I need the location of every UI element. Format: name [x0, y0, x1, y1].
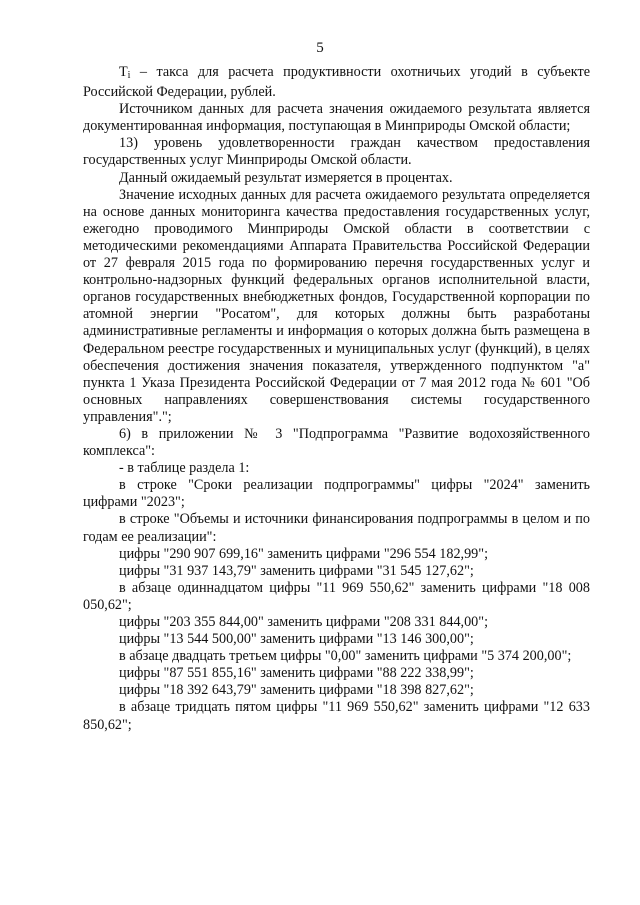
- document-body: [83, 64, 590, 734]
- paragraph-change-4: цифры "203 355 844,00" заменить цифрами "208 331 844,00";: [119, 614, 489, 630]
- paragraph-item-6: 6) в приложении № 3 "Подпрограмма "Развитие водохозяйственного комплекса":: [83, 425, 590, 460]
- page-number: 5: [316, 40, 324, 56]
- paragraph-change-6: в абзаце двадцать третьем цифры "0,00" заменить цифрами "5 374 200,00";: [119, 648, 572, 665]
- paragraph-change-7: цифры "87 551 855,16" заменить цифрами "88 222 338,99";: [119, 665, 474, 682]
- paragraph-measure: Данный ожидаемый результат измеряется в процентах.: [119, 169, 453, 186]
- paragraph-change-2: цифры "31 937 143,79" заменить цифрами "31 545 127,62";: [119, 562, 474, 579]
- paragraph-item-13: 13) уровень удовлетворенности граждан качеством предоставления государственных услуг Минприроды Омской области.: [83, 135, 590, 169]
- paragraph-change-3: в абзаце одиннадцатом цифры "11 969 550,62" заменить цифрами "18 008 050,62";: [83, 579, 590, 613]
- ti-symbol: T: [119, 64, 128, 80]
- paragraph-source-values: Значение исходных данных для расчета ожидаемого результата определяется на основе данных мониторинга качества предоставления государственных услуг, ежегодно проводимого Минприроды Омской области в соответствии с методическими рекомендациями Аппарата Правительства Российской Федерации от 27 февраля 2015 года по формированию перечня государственных услуг и контрольно-надзорных функций федеральных органов исполнительной власти, органов государственных внебюджетных фондов, Государственной корпорации по атомной энергии "Росатом", для которых должны быть разработаны административные регламенты и информация о которых должна быть размещена в Федеральном реестре государственных и муниципальных услуг (функций), в целях обеспечения достижения значения показателя, утвержденного подпунктом "а" пункта 1 Указа Президента Российской Федерации от 7 мая 2012 года № 601 "Об основных направлениях совершенствования системы государственного управления".";: [83, 186, 590, 425]
- paragraph-row-volumes: в строке "Объемы и источники финансирования подпрограммы в целом и по годам ее реализации":: [83, 511, 590, 545]
- ti-definition-text: – такса для расчета продуктивности охотничьих угодий в субъекте Российской Федерации, рублей.: [83, 64, 590, 101]
- paragraph-change-8: цифры "18 392 643,79" заменить цифрами "18 398 827,62";: [119, 682, 474, 699]
- paragraph-table-section-1: - в таблице раздела 1:: [119, 460, 250, 477]
- paragraph-source-info: Источником данных для расчета значения ожидаемого результата является документированная информация, поступающая в Минприроды Омской области;: [83, 101, 590, 135]
- paragraph-change-1: цифры "290 907 699,16" заменить цифрами "296 554 182,99";: [119, 545, 489, 562]
- paragraph-ti-definition: [83, 64, 590, 101]
- paragraph-row-terms: в строке "Сроки реализации подпрограммы" цифры "2024" заменить цифрами "2023";: [83, 477, 590, 511]
- paragraph-change-9: в абзаце тридцать пятом цифры "11 969 550,62" заменить цифрами "12 633 850,62";: [83, 699, 590, 733]
- ti-subscript: i: [127, 70, 131, 81]
- paragraph-change-5: цифры "13 544 500,00" заменить цифрами "13 146 300,00";: [119, 631, 474, 648]
